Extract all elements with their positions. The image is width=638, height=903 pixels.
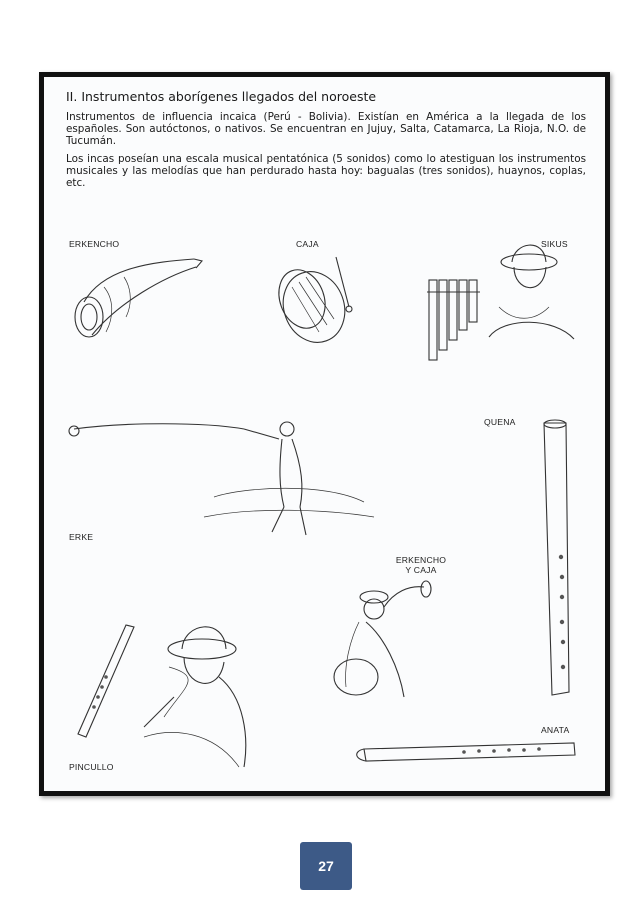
label-sikus: SIKUS xyxy=(541,239,568,249)
pincullo-player-illustration xyxy=(144,627,246,767)
sikus-illustration xyxy=(427,245,574,360)
quena-illustration xyxy=(544,420,569,695)
label-erkencho-caja-line1: ERKENCHO xyxy=(395,555,447,565)
label-pincullo: PINCULLO xyxy=(69,762,114,772)
instrument-illustrations xyxy=(44,77,605,791)
label-erkencho-caja xyxy=(386,555,456,575)
label-erkencho: ERKENCHO xyxy=(69,239,120,249)
label-anata: ANATA xyxy=(541,725,570,735)
intro-paragraph: Instrumentos de influencia incaica (Perú - Bolivia). Existían en América a la llegada de los españoles. Son autóctonos, o nativos. Se encuentran en Jujuy, Salta, Catamarca, La Rioja, N.O. de Tucumán. xyxy=(66,111,586,148)
section-heading: II. Instrumentos aborígenes llegados del noroeste xyxy=(66,89,377,104)
label-quena: QUENA xyxy=(484,417,516,427)
erke-illustration xyxy=(69,422,374,535)
caja-illustration xyxy=(271,257,354,351)
label-erke: ERKE xyxy=(69,532,94,542)
page-frame xyxy=(39,72,610,796)
page-number-badge xyxy=(300,842,352,890)
anata-illustration xyxy=(357,743,575,761)
label-erkencho-caja-line2: Y CAJA xyxy=(405,565,437,575)
label-caja: CAJA xyxy=(296,239,319,249)
erkencho-illustration xyxy=(75,259,202,337)
scale-paragraph: Los incas poseían una escala musical pentatónica (5 sonidos) como lo atestiguan los instrumentos musicales y las melodías que han perdurado hasta hoy: bagualas (tres sonidos), huaynos, coplas, etc. xyxy=(66,153,586,190)
page-number: 27 xyxy=(318,858,334,874)
erkencho-caja-illustration xyxy=(334,581,431,697)
pincullo-illustration xyxy=(78,625,134,737)
